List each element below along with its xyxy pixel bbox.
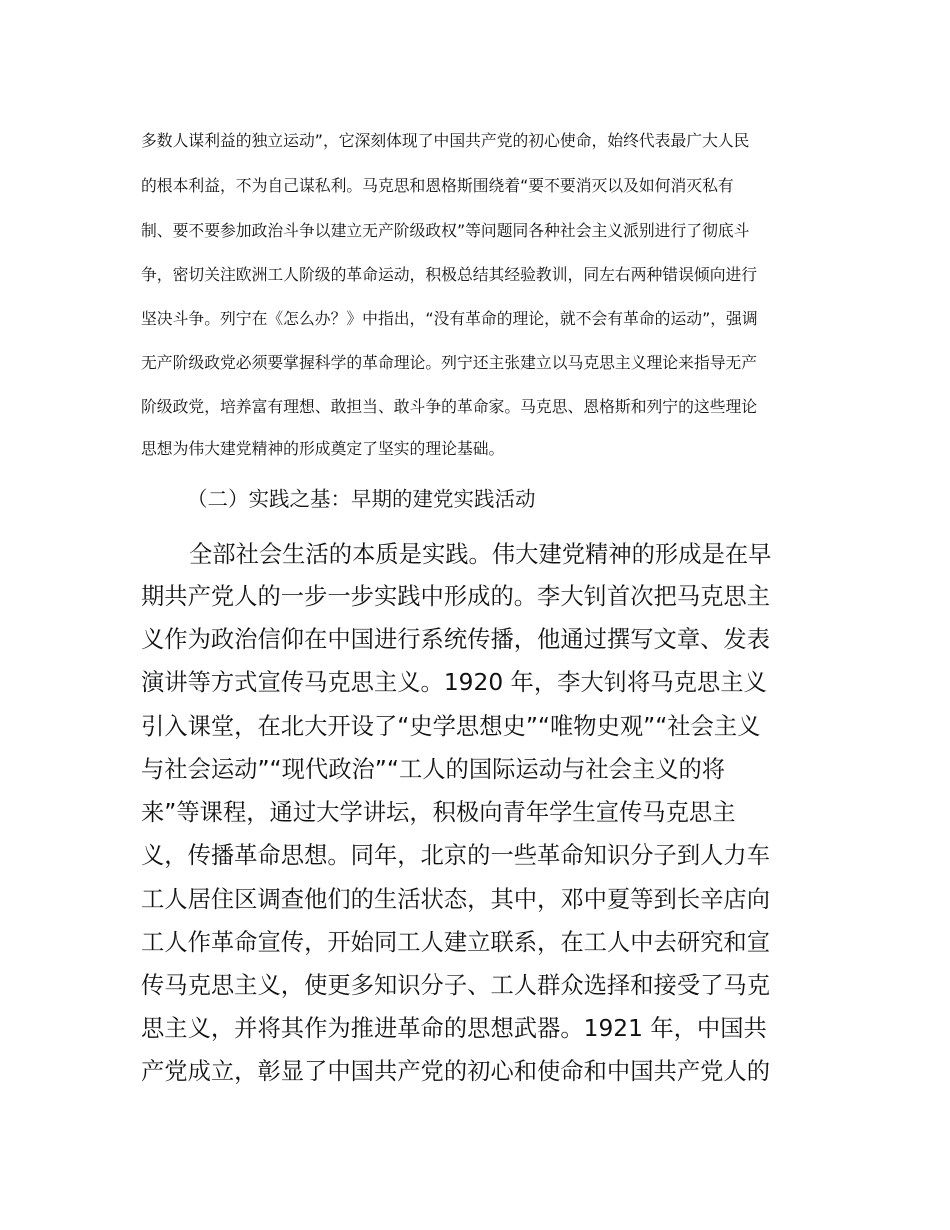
paragraph-line: 思主义，并将其作为推进革命的思想武器。1921 年，中国共 [141, 1015, 767, 1042]
paragraph-line: 与社会运动”“现代政治”“工人的国际运动与社会主义的将 [141, 756, 726, 783]
paragraph-line: 争，密切关注欧洲工人阶级的革命运动，积极总结其经验教训，同左右两种错误倾向进行 [141, 265, 758, 284]
paragraph-line: 的根本利益，不为自己谋私利。马克思和恩格斯围绕着“要不要消灭以及如何消灭私有 [141, 176, 734, 195]
paragraph-line: 无产阶级政党必须要掌握科学的革命理论。列宁还主张建立以马克思主义理论来指导无产 [141, 353, 758, 372]
paragraph-line: 引入课堂，在北大开设了“史学思想史”“唯物史观”“社会主义 [141, 713, 761, 740]
paragraph-line: 阶级政党，培养富有理想、敢担当、敢斗争的革命家。马克思、恩格斯和列宁的这些理论 [141, 397, 758, 416]
paragraph-line: 制、要不要参加政治斗争以建立无产阶级政权”等问题同各种社会主义派别进行了彻底斗 [141, 221, 750, 240]
paragraph-line: 产党成立，彰显了中国共产党的初心和使命和中国共产党人的 [141, 1058, 771, 1085]
section-heading: （二）实践之基：早期的建党实践活动 [187, 487, 536, 511]
paragraph-line: 坚决斗争。列宁在《怎么办？》中指出，“没有革命的理论，就不会有革命的运动”，强调 [141, 309, 758, 328]
paragraph-line: 工人居住区调查他们的生活状态，其中，邓中夏等到长辛店向 [141, 886, 771, 913]
paragraph-line: 工人作革命宣传，开始同工人建立联系，在工人中去研究和宣 [141, 929, 771, 956]
paragraph-line: 传马克思主义，使更多知识分子、工人群众选择和接受了马克 [141, 972, 771, 999]
paragraph-line: 期共产党人的一步一步实践中形成的。李大钊首次把马克思主 [141, 583, 771, 610]
paragraph-line: 义，传播革命思想。同年，北京的一些革命知识分子到人力车 [141, 842, 771, 869]
paragraph-line: 演讲等方式宣传马克思主义。1920 年，李大钊将马克思主义 [141, 669, 767, 696]
paragraph-line: 义作为政治信仰在中国进行系统传播，他通过撰写文章、发表 [141, 626, 771, 653]
paragraph-line: 来”等课程，通过大学讲坛，积极向青年学生宣传马克思主 [141, 799, 736, 826]
paragraph-line: 全部社会生活的本质是实践。伟大建党精神的形成是在早 [189, 541, 772, 568]
paragraph-line: 思想为伟大建党精神的形成奠定了坚实的理论基础。 [141, 439, 505, 458]
paragraph-line: 多数人谋利益的独立运动”，它深刻体现了中国共产党的初心使命，始终代表最广大人民 [141, 131, 750, 150]
